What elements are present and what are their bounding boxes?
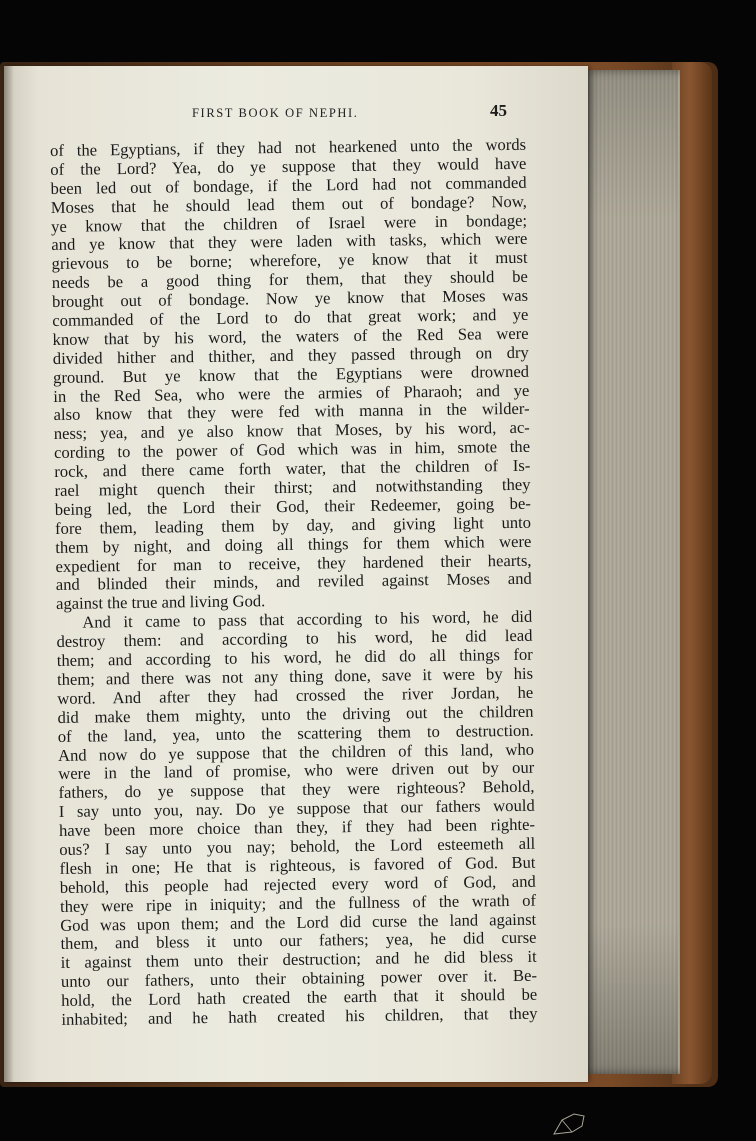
text-line: them; and according to his word, he did do all things for (56, 644, 533, 671)
text-line: against the true and living God. (55, 591, 266, 614)
text-line: them; and there was not any thing done, save it were by his (56, 663, 534, 689)
text-line: flesh in one; He that is righteous, is favored of God. But (59, 852, 536, 878)
text-line: and ye know that they were laden with tasks, which were (51, 229, 528, 255)
text-line: been led out of bondage, if the Lord had not commanded (50, 172, 527, 198)
text-line: divided hither and thither, and they passed through on dry (52, 342, 529, 368)
text-line: were in the land of promise, who were driven out by our (58, 758, 535, 784)
text-line: them by night, and doing all things for them which were (55, 531, 532, 557)
page-corner-wear-icon (552, 1106, 586, 1136)
text-line: know that by his word, the waters of the Red Sea were (52, 323, 529, 349)
paragraph (56, 608, 537, 1030)
text-line: rock, and there came forth water, that the children of Is- (54, 455, 531, 482)
text-line: brought out of bondage. Now ye know that Moses was (51, 285, 529, 312)
text-line: expedient for man to receive, they hardened their hearts, (55, 550, 532, 576)
text-line: inhabited; and he hath created his children, that they (61, 1003, 538, 1029)
body-text (50, 136, 538, 1030)
text-line: needs be a good thing for them, that they should be (51, 266, 528, 293)
text-line: unto our fathers, unto their obtaining power over it. Be- (60, 965, 538, 992)
text-line: hold, the Lord hath created the earth that it should be (61, 984, 538, 1011)
text-line: they were ripe in iniquity; and the fullness of the wrath of (59, 890, 537, 916)
text-line: I say unto you, nay. Do ye suppose that our fathers would (58, 795, 535, 822)
text-line: fathers, do ye suppose that they were righteous? Behold, (58, 776, 535, 803)
text-line: destroy them: and according to his word, he did lead (56, 625, 533, 652)
text-line: God was upon them; and the Lord did curse the land against (60, 909, 537, 935)
text-line: Moses that he should lead them out of bondage? Now, (50, 191, 527, 217)
text-line: And it came to pass that according to his word, he did (82, 606, 533, 632)
text-line: it against them unto their destruction; and he did bless it (60, 946, 537, 973)
text-line: did make them mighty, unto the driving out the children (57, 701, 534, 727)
text-line: commanded of the Lord to do that great work; and ye (52, 304, 529, 330)
text-line: ground. But ye know that the Egyptians were drowned (52, 361, 530, 387)
text-line: them, and bless it unto our fathers; yea, he did curse (60, 928, 537, 954)
text-line: of the Egyptians, if they had not hearkened unto the words (49, 134, 527, 160)
text-line: being led, the Lord their God, their Redeemer, going be- (54, 493, 531, 519)
text-line: also know that they were fed with manna in the wilder- (53, 399, 530, 425)
text-line: rael might quench their thirst; and notwithstanding they (54, 474, 531, 501)
text-line: and blinded their minds, and reviled against Moses and (55, 569, 532, 595)
text-line: ye know that the children of Israel were in bondage; (50, 210, 528, 236)
text-line: behold, this people had rejected every word of God, and (59, 871, 536, 897)
text-line: ness; yea, and ye also know that Moses, by his word, ac- (53, 418, 530, 444)
text-line: have been more choice than they, if they had been righte- (58, 814, 536, 841)
text-line: And now do ye suppose that the children of this land, who (57, 739, 535, 765)
page-number: 45 (490, 101, 507, 120)
text-line: of the land, yea, unto the scattering them to destruction. (57, 720, 534, 746)
text-line: cording to the power of God which was in him, smote the (53, 436, 531, 463)
text-line: word. And after they had crossed the river Jordan, he (57, 682, 534, 708)
text-line: fore them, leading them by day, and giving light unto (54, 512, 532, 538)
text-line: in the Red Sea, who were the armies of Pharaoh; and ye (53, 380, 530, 406)
running-head: FIRST BOOK OF NEPHI. (192, 106, 359, 120)
text-line: ous? I say unto you nay; behold, the Lord esteemeth all (59, 833, 536, 859)
paragraph (50, 136, 532, 614)
text-line: grievous to be borne; wherefore, ye know that it must (51, 248, 528, 274)
text-line: of the Lord? Yea, do ye suppose that they would have (50, 153, 527, 179)
